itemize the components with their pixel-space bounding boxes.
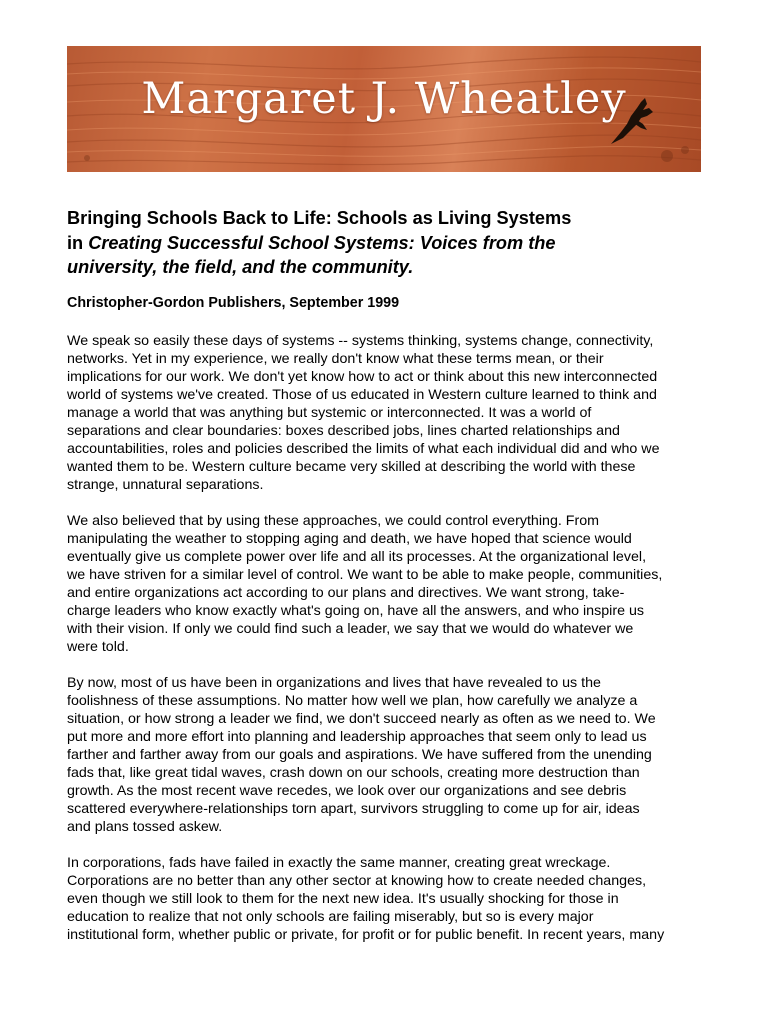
- text-line: implications for our work. We don't yet know how to act or think about this new interconnected: [67, 369, 658, 385]
- title-line-3: [67, 255, 707, 280]
- text-line: strange, unnatural separations.: [67, 477, 264, 493]
- text-line: By now, most of us have been in organizations and lives that have revealed to us the: [67, 675, 601, 691]
- text-line: fads that, like great tidal waves, crash down on our schools, creating more destruction than: [67, 765, 640, 781]
- header-banner: [67, 46, 701, 172]
- text-line: with their vision. If only we could find such a leader, we say that we would do whatever we: [67, 621, 634, 637]
- banner-author-name: Margaret J. Wheatley: [141, 74, 627, 124]
- text-line: Corporations are no better than any other sector at knowing how to create needed changes,: [67, 873, 647, 889]
- text-line: even though we still look to them for the next new idea. It's usually shocking for those in: [67, 891, 619, 907]
- text-line: manipulating the weather to stopping aging and death, we have hoped that science would: [67, 531, 632, 547]
- text-line: manage a world that was anything but systemic or interconnected. It was a world of: [67, 405, 592, 421]
- text-line: eventually give us complete power over life and all its processes. At the organizational level,: [67, 549, 647, 565]
- text-line: world of systems we've created. Those of us educated in Western culture learned to think and: [67, 387, 657, 403]
- title-line-2-prefix: in: [67, 232, 89, 253]
- eagle-icon: [607, 94, 657, 146]
- text-line: institutional form, whether public or private, for profit or for public benefit. In recent years, many: [67, 927, 665, 943]
- text-line: In corporations, fads have failed in exactly the same manner, creating great wreckage.: [67, 855, 611, 871]
- text-line: charge leaders who know exactly what's going on, have all the answers, and who inspire us: [67, 603, 645, 619]
- paragraph: [67, 332, 707, 494]
- text-line: scattered everywhere-relationships torn apart, survivors struggling to come up for air, ideas: [67, 801, 640, 817]
- publisher-line: Christopher-Gordon Publishers, September 1999: [67, 295, 400, 311]
- text-line: farther and farther away from our goals and aspirations. We have suffered from the unending: [67, 747, 652, 763]
- paragraph: [67, 512, 707, 656]
- text-line: We also believed that by using these approaches, we could control everything. From: [67, 513, 600, 529]
- text-line: networks. Yet in my experience, we really don't know what these terms mean, or their: [67, 351, 604, 367]
- book-title-italic: Creating Successful School Systems: Voices from the: [88, 232, 556, 253]
- text-line: growth. As the most recent wave recedes, we look over our organizations and see debris: [67, 783, 627, 799]
- text-line: and plans tossed askew.: [67, 819, 223, 835]
- text-line: foolishness of these assumptions. No matter how well we plan, how carefully we analyze a: [67, 693, 638, 709]
- text-line: situation, or how strong a leader we find, we don't succeed nearly as often as we need to. We: [67, 711, 656, 727]
- paragraph: [67, 674, 707, 836]
- text-line: We speak so easily these days of systems -- systems thinking, systems change, connectivity,: [67, 333, 654, 349]
- text-line: accountabilities, roles and policies described the limits of what each individual did and who we: [67, 441, 660, 457]
- text-line: were told.: [67, 639, 129, 655]
- title-line-2: [67, 231, 707, 256]
- article-body: [67, 332, 707, 962]
- text-line: separations and clear boundaries: boxes described jobs, lines charted relationships and: [67, 423, 620, 439]
- text-line: and entire organizations act according to our plans and directives. We want strong, take-: [67, 585, 625, 601]
- paragraph: [67, 854, 707, 944]
- title-line-1: Bringing Schools Back to Life: Schools as Living Systems: [67, 208, 572, 228]
- text-line: wanted them to be. Western culture became very skilled at describing the world with these: [67, 459, 636, 475]
- text-line: we have striven for a similar level of control. We want to be able to make people, communities,: [67, 567, 663, 583]
- book-title-italic-continued: university, the field, and the community.: [67, 257, 414, 277]
- article-title: [67, 206, 707, 280]
- text-line: education to realize that not only schools are failing miserably, but so is every major: [67, 909, 594, 925]
- text-line: put more and more effort into planning and leadership approaches that seem only to lead us: [67, 729, 647, 745]
